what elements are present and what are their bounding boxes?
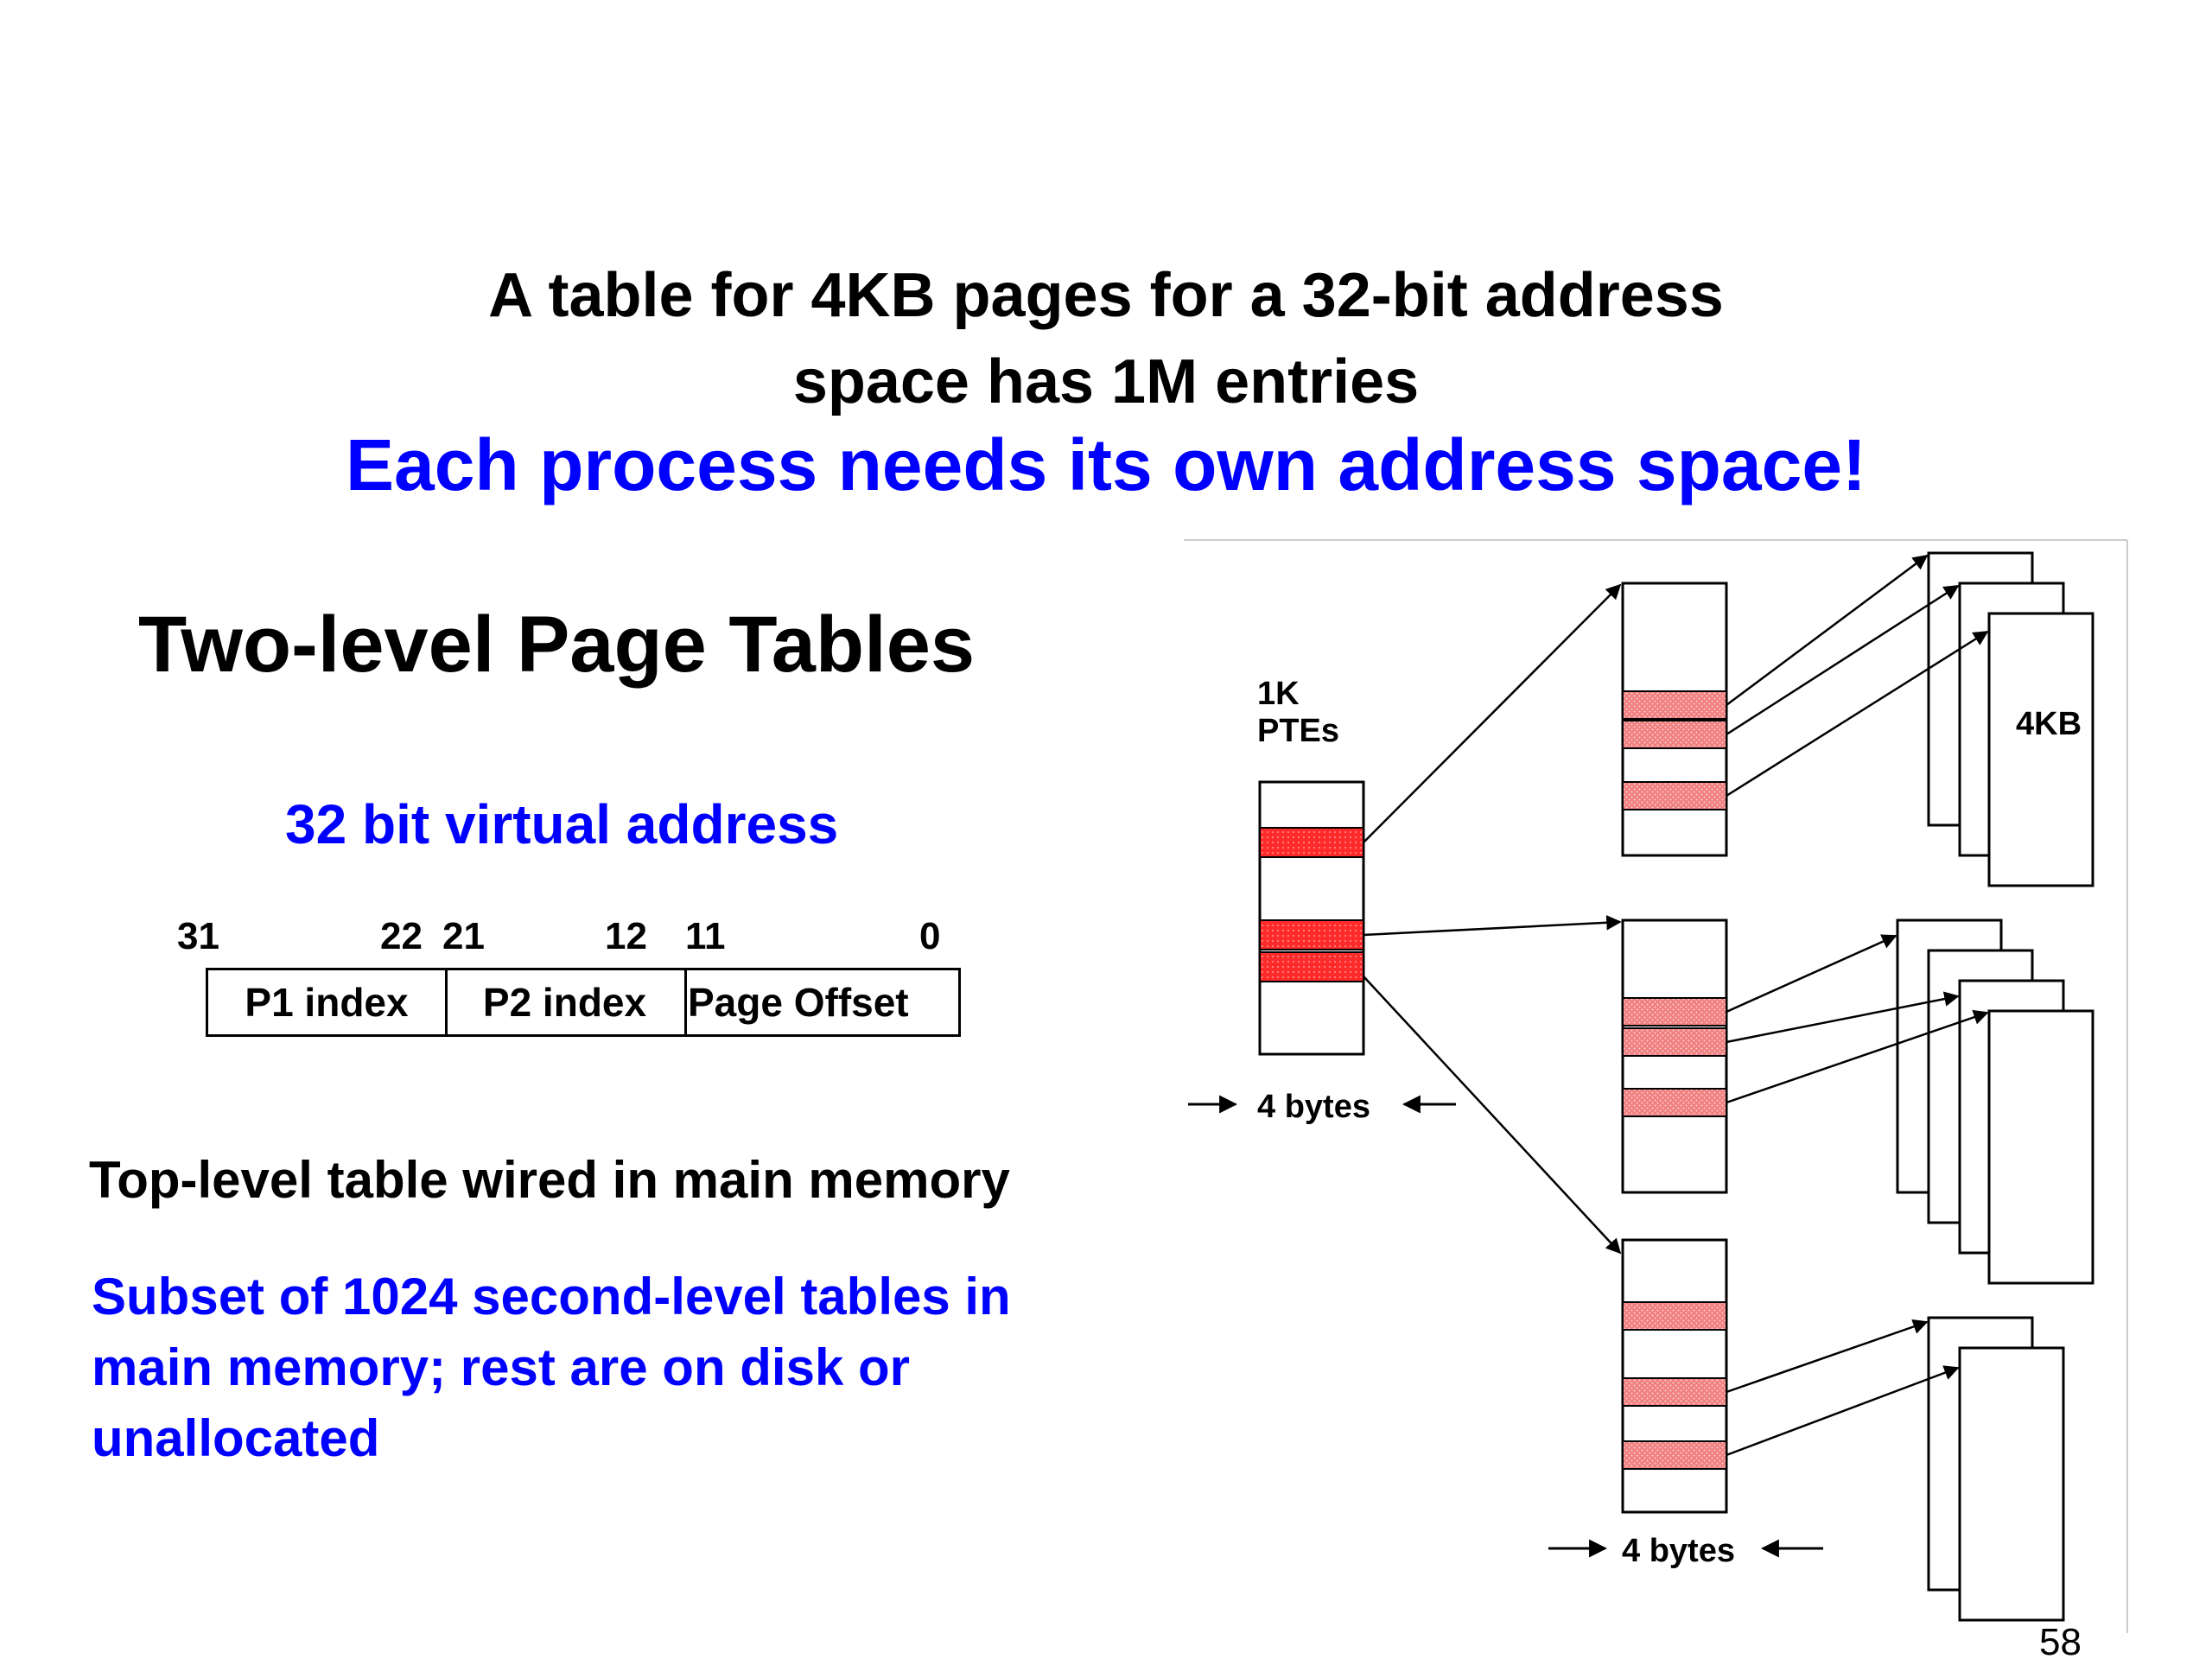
page-number: 58: [2039, 1621, 2082, 1659]
bit-label-21: 21: [442, 915, 485, 957]
top-pte-3: [1260, 952, 1363, 982]
page-stack-3: [1929, 1318, 2063, 1620]
page-size-label: 4KB: [2016, 706, 2082, 742]
headline-line-1: A table for 4KB pages for a 32-bit address: [488, 261, 1724, 330]
page-stack-2: [1897, 920, 2093, 1283]
subset-note-line-2: main memory; rest are on disk or: [92, 1338, 910, 1396]
bit-label-0: 0: [919, 915, 941, 957]
second-level-table-2: [1623, 920, 1726, 1192]
top-level-note: Top-level table wired in main memory: [89, 1151, 1010, 1209]
p1-index-field: P1 index: [206, 968, 448, 1037]
bit-label-11: 11: [685, 915, 726, 957]
top-pte-2: [1260, 920, 1363, 950]
second-level-table-1: [1623, 583, 1726, 855]
top-table-width-marker: [1188, 1089, 1456, 1125]
subset-note-line-3: unallocated: [92, 1409, 380, 1467]
headline-emphasis: Each process needs its own address space!: [345, 424, 1867, 505]
bit-label-22: 22: [380, 915, 423, 957]
p2-index-field: P2 index: [445, 968, 687, 1037]
top-entry-size-label: 4 bytes: [1257, 1089, 1370, 1125]
top-level-table: [1260, 782, 1363, 1054]
top-pte-1: [1260, 828, 1363, 857]
second-level-table-3: [1623, 1240, 1726, 1512]
bit-label-31: 31: [177, 915, 219, 957]
top-to-second-arrows: [1363, 585, 1620, 1253]
page-offset-field: Page Offset: [684, 968, 961, 1037]
subset-note-line-1: Subset of 1024 second-level tables in: [92, 1268, 1011, 1325]
section-title: Two-level Page Tables: [138, 601, 976, 689]
top-table-label-1k: 1K: [1257, 676, 1300, 712]
bit-label-12: 12: [605, 915, 647, 957]
second-entry-size-label: 4 bytes: [1622, 1533, 1735, 1569]
second-table-width-marker: [1548, 1533, 1823, 1569]
address-caption: 32 bit virtual address: [285, 793, 839, 855]
headline-line-2: space has 1M entries: [792, 347, 1420, 416]
top-table-label-ptes: PTEs: [1257, 713, 1340, 749]
